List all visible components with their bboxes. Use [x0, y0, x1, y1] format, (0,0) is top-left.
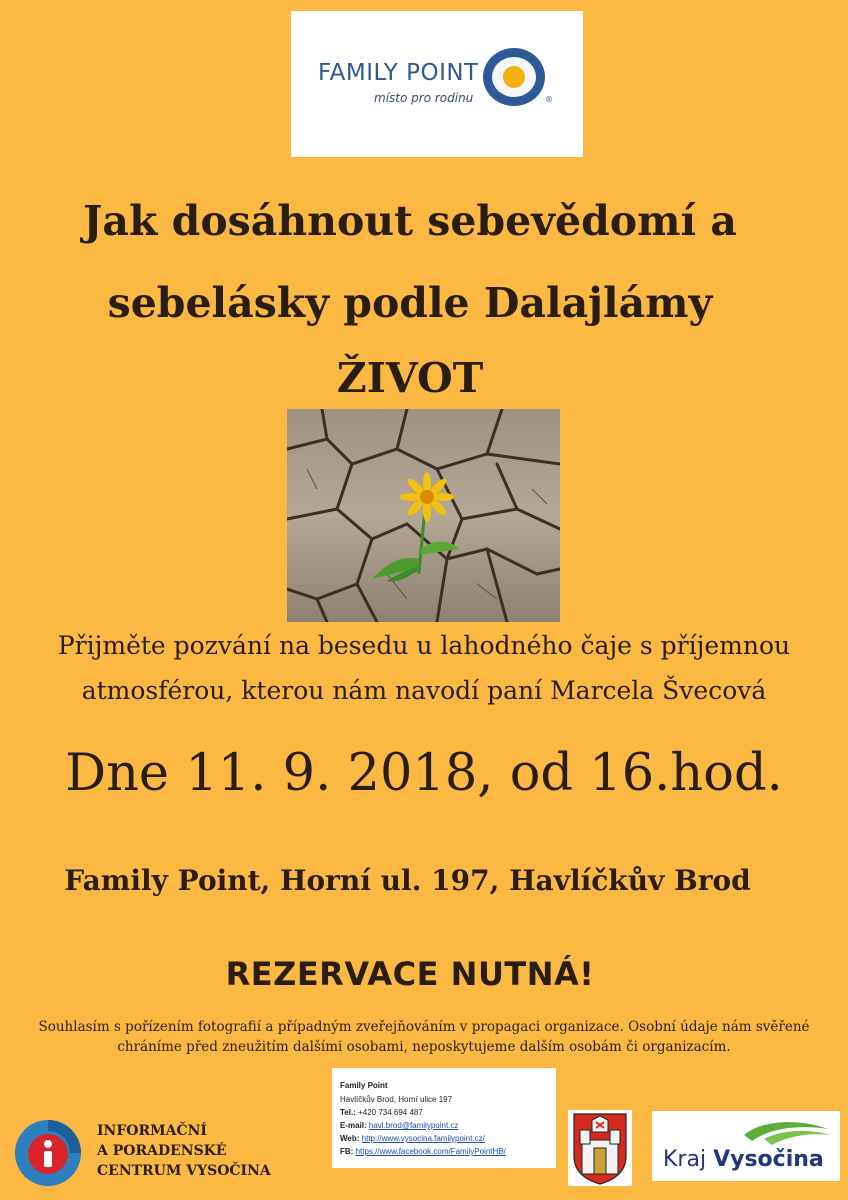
- facebook-link[interactable]: https://www.facebook.com/FamilyPointHB/: [355, 1147, 506, 1156]
- consent-line-2: chráníme před zneužitím dalšími osobami, neposkytujeme dalším osobám či organizacím.: [117, 1039, 731, 1055]
- title-line-1: Jak dosáhnout sebevědomí a: [83, 197, 737, 245]
- phone-label: Tel.:: [340, 1108, 356, 1117]
- logo-name: FAMILY POINT: [318, 60, 479, 86]
- contact-web-row: [340, 1134, 485, 1143]
- logo-tagline: místo pro rodinu: [374, 91, 474, 105]
- invitation-line-1: Přijměte pozvání na besedu u lahodného čaje s příjemnou: [57, 631, 791, 660]
- flower-in-cracked-earth-photo: [287, 409, 560, 622]
- contact-email-row: [340, 1121, 458, 1130]
- city-crest-panel: [568, 1110, 632, 1186]
- email-link[interactable]: havl.brod@familypoint.cz: [368, 1121, 459, 1130]
- info-centre-line-1: INFORMAČNÍ: [97, 1123, 207, 1139]
- reservation-notice: REZERVACE NUTNÁ!: [225, 955, 595, 993]
- consent-line-1: Souhlasím s pořízením fotografií a případným zveřejňováním v propagaci organizace. Osobní údaje nám svěřené: [38, 1019, 810, 1035]
- web-label: Web:: [340, 1134, 360, 1143]
- contact-name: Family Point: [340, 1081, 388, 1090]
- info-centre-line-2: A PORADENSKÉ: [97, 1143, 227, 1159]
- contact-box: [332, 1068, 556, 1168]
- info-centre-icon: [12, 1117, 84, 1189]
- email-label: E-mail:: [340, 1121, 367, 1130]
- contact-address: Havlíčkův Brod, Horní ulice 197: [340, 1095, 453, 1104]
- havlickuv-brod-crest-icon: [568, 1110, 632, 1186]
- info-centre-line-3: CENTRUM VYSOČINA: [97, 1163, 271, 1179]
- invitation-line-2: atmosférou, kterou nám navodí paní Marcela Švecová: [81, 676, 767, 705]
- contact-phone-row: [340, 1108, 423, 1117]
- title-line-2: sebelásky podle Dalajlámy: [107, 279, 713, 327]
- kraj-vysocina-wordmark: [663, 1147, 824, 1172]
- title-line-3: ŽIVOT: [336, 354, 484, 402]
- vysocina-word: Vysočina: [713, 1147, 824, 1172]
- contact-fb-row: [340, 1147, 506, 1156]
- event-address: Family Point, Horní ul. 197, Havlíčkův Brod: [64, 864, 751, 897]
- fb-label: FB:: [340, 1147, 354, 1156]
- phone-number: +420 734 694 487: [358, 1108, 423, 1117]
- registered-mark: ®: [545, 95, 553, 104]
- kraj-word: Kraj: [663, 1147, 707, 1172]
- family-point-sun-icon: [482, 47, 546, 107]
- web-link[interactable]: http://www.vysocina.familypoint.cz/: [361, 1134, 485, 1143]
- event-date: Dne 11. 9. 2018, od 16.hod.: [65, 744, 783, 803]
